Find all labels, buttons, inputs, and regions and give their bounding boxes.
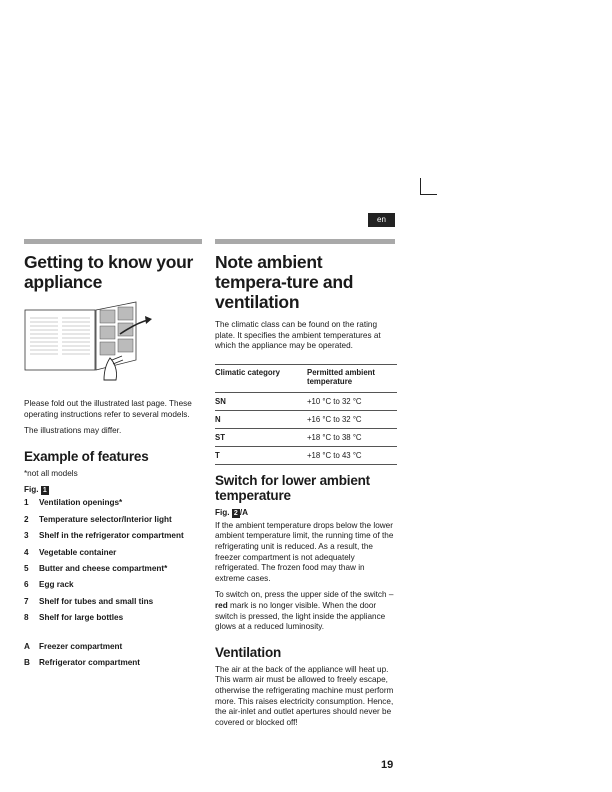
fold-out-page-illustration [24, 300, 154, 382]
crop-mark [420, 178, 437, 195]
section-rule [215, 239, 395, 244]
page-number: 19 [381, 759, 394, 771]
table-header-row [215, 364, 397, 392]
figure-reference [24, 485, 202, 495]
list-item: 6 Egg rack [24, 580, 74, 590]
list-item: 3 Shelf in the refrigerator compartment [24, 531, 184, 541]
column-header-temperature: Permitted ambient temperature [307, 364, 397, 392]
left-column [24, 239, 202, 674]
features-list [24, 498, 202, 668]
list-item: 8 Shelf for large bottles [24, 613, 124, 623]
red-mark-text: red [215, 600, 228, 610]
switch-paragraph-1: If the ambient temperature drops below the lower ambient temperature limit, the running time of the refrigerating unit is reduced. As a result, the freezer compartment is not adequately refrigerated. The frozen food may thaw in extreme cases. [215, 520, 394, 583]
figure-prefix: Fig. [215, 507, 230, 517]
table-row: ST +18 °C to 38 °C [215, 428, 397, 446]
right-column [215, 239, 395, 734]
language-badge: en [368, 213, 395, 227]
figure-reference [215, 508, 395, 518]
illustration-note: The illustrations may differ. [24, 426, 122, 436]
section-title-ambient-temperature: Note ambient tempera-ture and ventilation [215, 252, 354, 312]
section-rule [24, 239, 202, 244]
section-title-getting-to-know: Getting to know your appliance [24, 252, 193, 292]
climatic-class-intro: The climatic class can be found on the rating plate. It specifies the ambient temperatures at which the appliance may be operated. [215, 320, 381, 351]
section-title-example-features: Example of features [24, 448, 149, 464]
section-title-switch: Switch for lower ambient temperature [215, 472, 370, 503]
climatic-class-table [215, 364, 397, 465]
figure-number-badge: 1 [41, 486, 49, 495]
list-item: 1 Ventilation openings* [24, 498, 123, 508]
list-item: 5 Butter and cheese compartment* [24, 563, 168, 573]
list-item: 4 Vegetable container [24, 547, 117, 557]
list-item: A Freezer compartment [24, 641, 123, 651]
figure-suffix: /A [239, 507, 249, 517]
list-item: 2 Temperature selector/Interior light [24, 514, 172, 524]
figure-number-badge: 2 [232, 509, 240, 518]
features-note: *not all models [24, 468, 78, 478]
table-row: T +18 °C to 43 °C [215, 446, 397, 464]
column-header-category: Climatic category [215, 364, 307, 392]
list-item: B Refrigerator compartment [24, 658, 141, 668]
intro-paragraph: Please fold out the illustrated last page. These operating instructions refer to several models. [24, 399, 192, 419]
list-item: 7 Shelf for tubes and small tins [24, 596, 154, 606]
section-title-ventilation: Ventilation [215, 644, 282, 660]
switch-paragraph-2: To switch on, press the upper side of the switch – red mark is no longer visible. When the door switch is pressed, the light inside the appliance glows at a reduced luminosity. [215, 590, 394, 632]
table-row: N +16 °C to 32 °C [215, 410, 397, 428]
table-row: SN +10 °C to 32 °C [215, 392, 397, 410]
ventilation-paragraph: The air at the back of the appliance will heat up. This warm air must be allowed to freely escape, otherwise the refrigerating machine must perform more. This raises electricity consumption. Hence, the air-inlet and outlet apertures should never be covered or blocked off! [215, 664, 394, 727]
figure-prefix: Fig. [24, 485, 39, 495]
